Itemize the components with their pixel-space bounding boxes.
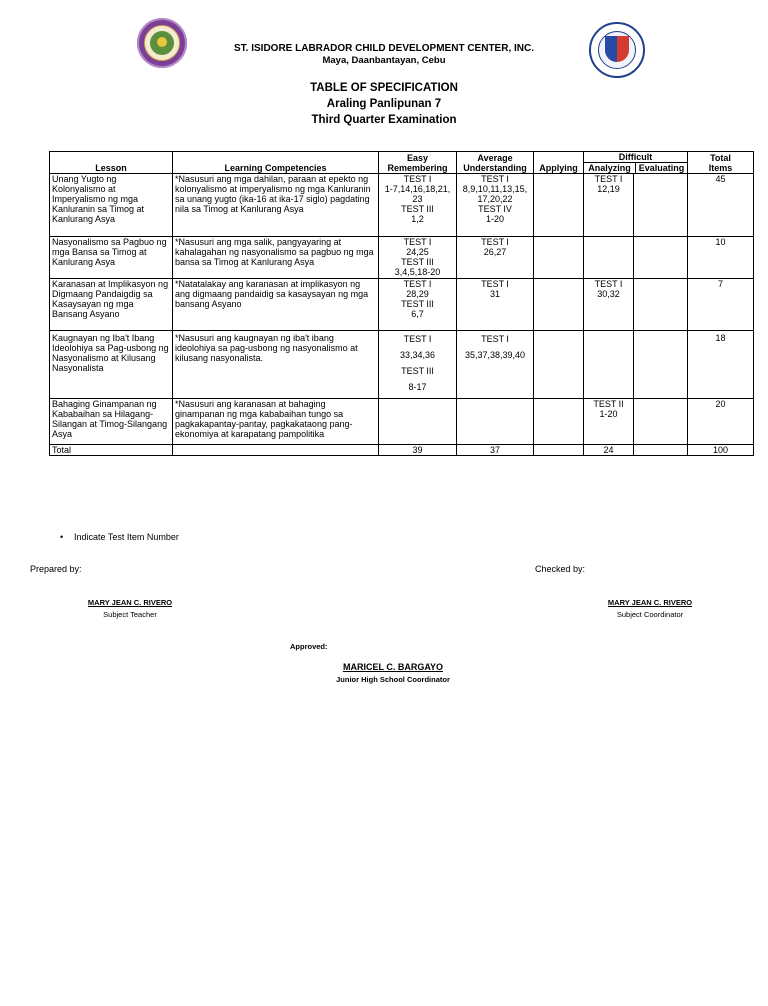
approver-name: MARICEL C. BARGAYO bbox=[342, 662, 443, 672]
totals-row bbox=[50, 445, 754, 456]
remembering-cell: TEST I 28,29 TEST III 6,7 bbox=[379, 279, 457, 331]
total-items-cell: 18 bbox=[688, 331, 754, 399]
table-row bbox=[50, 174, 754, 237]
note-text: Indicate Test Item Number bbox=[74, 532, 179, 542]
prepared-by-label: Prepared by: bbox=[30, 564, 82, 574]
table-header-row bbox=[50, 152, 754, 174]
evaluating-cell bbox=[634, 174, 688, 237]
header-difficult: Difficult Analyzing Evaluating bbox=[584, 152, 688, 174]
document-title-block bbox=[200, 80, 568, 128]
lesson-cell: Karanasan at Implikasyon ng Digmaang Pandaigdig sa Kasaysayan ng mga Bansang Asyano bbox=[50, 279, 173, 331]
bullet-icon: • bbox=[60, 532, 64, 542]
analyzing-cell bbox=[584, 237, 634, 279]
competency-cell: *Nasusuri ang mga dahilan, paraan at epekto ng kolonyalismo at imperyalismo ng mga Kanluranin sa unang yugto (ika-16 at ika-17 siglo) pagdating nila sa Timog at Kanlurang Asya bbox=[173, 174, 379, 237]
remembering-cell: TEST I 1-7,14,16,18,21, 23 TEST III 1,2 bbox=[379, 174, 457, 237]
total-items-cell: 10 bbox=[688, 237, 754, 279]
document-title: TABLE OF SPECIFICATION bbox=[310, 82, 458, 94]
table-row bbox=[50, 237, 754, 279]
lesson-cell: Unang Yugto ng Kolonyalismo at Imperyalismo ng mga Kanluranin sa Timog at Kanlurang Asya bbox=[50, 174, 173, 237]
header-total: Total Items bbox=[688, 152, 754, 174]
analyzing-cell bbox=[584, 331, 634, 399]
preparer-role: Subject Teacher bbox=[103, 610, 157, 619]
totals-understanding: 37 bbox=[457, 445, 534, 456]
evaluating-cell bbox=[634, 279, 688, 331]
table-row bbox=[50, 279, 754, 331]
applying-cell bbox=[534, 399, 584, 445]
totals-remembering: 39 bbox=[379, 445, 457, 456]
evaluating-cell bbox=[634, 237, 688, 279]
total-items-cell: 20 bbox=[688, 399, 754, 445]
lesson-cell: Kaugnayan ng Iba't Ibang Ideolohiya sa Pag-usbong ng Nasyonalismo at Kilusang Nasyonalista bbox=[50, 331, 173, 399]
understanding-cell: TEST I 35,37,38,39,40 bbox=[457, 331, 534, 399]
remembering-cell bbox=[379, 399, 457, 445]
evaluating-cell bbox=[634, 399, 688, 445]
checker-name: MARY JEAN C. RIVERO bbox=[607, 598, 693, 607]
approver-role: Junior High School Coordinator bbox=[336, 675, 450, 684]
deped-seal-logo bbox=[589, 22, 645, 78]
understanding-cell: TEST I 8,9,10,11,13,15, 17,20,22 TEST IV 1-20 bbox=[457, 174, 534, 237]
school-name: ST. ISIDORE LABRADOR CHILD DEVELOPMENT CENTER, INC. bbox=[233, 43, 534, 54]
header-lesson: Lesson bbox=[50, 152, 173, 174]
competency-cell: *Nasusuri ang kaugnayan ng iba't ibang ideolohiya sa pag-usbong ng nasyonalismo at kilusang nasyonalista. bbox=[173, 331, 379, 399]
totals-label: Total bbox=[50, 445, 173, 456]
lesson-cell: Bahaging Ginampanan ng Kababaihan sa Hilagang-Silangan at Timog-Silangang Asya bbox=[50, 399, 173, 445]
table-row bbox=[50, 331, 754, 399]
table-row bbox=[50, 399, 754, 445]
total-items-cell: 45 bbox=[688, 174, 754, 237]
checked-by-label: Checked by: bbox=[535, 564, 586, 574]
header-applying: Applying bbox=[534, 152, 584, 174]
understanding-cell: TEST I 26,27 bbox=[457, 237, 534, 279]
understanding-cell: TEST I 31 bbox=[457, 279, 534, 331]
remembering-cell: TEST I 33,34,36 TEST III 8-17 bbox=[379, 331, 457, 399]
subject-title: Araling Panlipunan 7 bbox=[326, 98, 442, 110]
header-easy: Easy Remembering bbox=[379, 152, 457, 174]
competency-cell: *Nasusuri ang karanasan at bahaging ginampanan ng mga kababaihan tungo sa pagkakapantay-pantay, pagkakataong pang-ekonomiya at karapatang pampolitika bbox=[173, 399, 379, 445]
analyzing-cell: TEST I 30,32 bbox=[584, 279, 634, 331]
applying-cell bbox=[534, 174, 584, 237]
header-average: Average Understanding bbox=[457, 152, 534, 174]
lesson-cell: Nasyonalismo sa Pagbuo ng mga Bansa sa Timog at Kanlurang Asya bbox=[50, 237, 173, 279]
applying-cell bbox=[534, 331, 584, 399]
school-address: Maya, Daanbantayan, Cebu bbox=[322, 55, 446, 66]
totals-applying bbox=[534, 445, 584, 456]
total-items-cell: 7 bbox=[688, 279, 754, 331]
applying-cell bbox=[534, 279, 584, 331]
competency-cell: *Nasusuri ang mga salik, pangyayaring at kahalagahan ng nasyonalismo sa pagbuo ng mga bansa sa Timog at Kanlurang Asya bbox=[173, 237, 379, 279]
evaluating-cell bbox=[634, 331, 688, 399]
note-item bbox=[60, 532, 179, 542]
school-seal-logo bbox=[137, 18, 187, 68]
totals-analyzing: 24 bbox=[584, 445, 634, 456]
analyzing-cell: TEST II 1-20 bbox=[584, 399, 634, 445]
specification-table bbox=[49, 151, 754, 456]
preparer-name: MARY JEAN C. RIVERO bbox=[87, 598, 173, 607]
exam-title: Third Quarter Examination bbox=[311, 114, 457, 126]
header-competencies: Learning Competencies bbox=[173, 152, 379, 174]
competency-cell: *Natatalakay ang karanasan at implikasyon ng ang digmaang pandaidig sa kasaysayan ng mga bansang Asyano bbox=[173, 279, 379, 331]
applying-cell bbox=[534, 237, 584, 279]
remembering-cell: TEST I 24,25 TEST III 3,4,5,18-20 bbox=[379, 237, 457, 279]
checker-role: Subject Coordinator bbox=[616, 610, 684, 619]
totals-total: 100 bbox=[688, 445, 754, 456]
totals-evaluating bbox=[634, 445, 688, 456]
understanding-cell bbox=[457, 399, 534, 445]
approved-label: Approved: bbox=[290, 642, 328, 651]
analyzing-cell: TEST I 12,19 bbox=[584, 174, 634, 237]
totals-competency-empty bbox=[173, 445, 379, 456]
